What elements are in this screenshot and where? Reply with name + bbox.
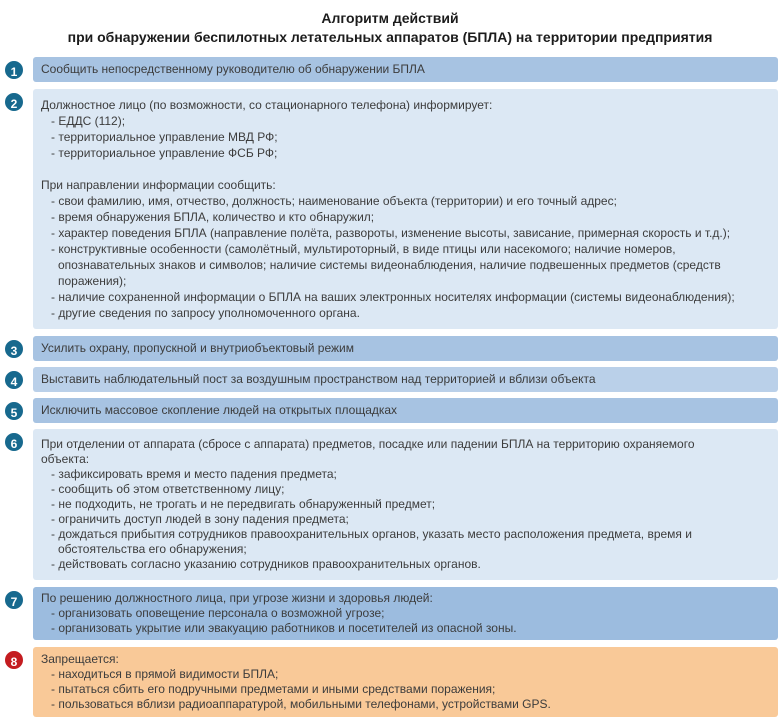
step-7 (10, 587, 778, 640)
step-8-line: - пытаться сбить его подручными предметами и иными средствами поражения; (51, 682, 496, 696)
step-7-line: - организовать укрытие или эвакуацию работников и посетителей из опасной зоны. (51, 621, 517, 635)
step-2-line: - наличие сохраненной информации о БПЛА на ваших электронных носителях информации (системы видеонаблюдения); (51, 290, 735, 304)
step-7-box (33, 587, 778, 640)
step-3-box (33, 336, 778, 361)
step-6-line: обстоятельства его обнаружения; (58, 542, 247, 556)
step-2-box (33, 89, 778, 329)
step-8-line: - пользоваться вблизи радиоаппаратурой, мобильными телефонами, устройствами GPS. (51, 697, 551, 711)
step-2-line: опознавательных знаков и символов; наличие системы видеонаблюдения, наличие подвешенных предметов (средств поражения); (58, 258, 721, 288)
step-6-line: - ограничить доступ людей в зону падения предмета; (51, 512, 349, 526)
step-6-line: - сообщить об этом ответственному лицу; (51, 482, 285, 496)
page-subtitle: при обнаружении беспилотных летательных аппаратов (БПЛА) на территории предприятия (67, 29, 713, 45)
step-2-line: - время обнаружения БПЛА, количество и кто обнаружил; (51, 210, 375, 224)
step-8-line: - находиться в прямой видимости БПЛА; (51, 667, 279, 681)
steps-list (0, 57, 780, 717)
step-4-box (33, 367, 778, 392)
step-1-number-badge: 1 (3, 59, 25, 81)
step-8-line: Запрещается: (41, 652, 119, 666)
step-6-line: - дождаться прибытия сотрудников правоохранительных органов, указать место расположения предмета, время и (51, 527, 692, 541)
step-6-number-badge: 6 (3, 431, 25, 453)
step-1-line: Сообщить непосредственному руководителю об обнаружении БПЛА (41, 62, 425, 76)
step-2-line: - ЕДДС (112); (51, 114, 126, 128)
step-6-line: - зафиксировать время и место падения предмета; (51, 467, 337, 481)
step-6-box (33, 429, 778, 580)
step-7-line: По решению должностного лица, при угрозе жизни и здоровья людей: (41, 591, 433, 605)
step-4-number-badge: 4 (3, 369, 25, 391)
step-2-line: - территориальное управление ФСБ РФ; (51, 146, 278, 160)
step-2-number-badge: 2 (3, 91, 25, 113)
step-2-line: Должностное лицо (по возможности, со стационарного телефона) информирует: (41, 98, 493, 112)
step-4-line: Выставить наблюдательный пост за воздушным пространством над территорией и вблизи объекта (41, 372, 596, 386)
step-5 (10, 398, 778, 423)
step-2-line: - конструктивные особенности (самолётный, мультироторный, в виде птицы или насекомого; наличие номеров, (51, 242, 676, 256)
step-2-line: - другие сведения по запросу уполномоченного органа. (51, 306, 360, 320)
poster-header (0, 0, 780, 47)
step-6-line: При отделении от аппарата (сбросе с аппарата) предметов, посадке или падении БПЛА на территорию охраняемого (41, 437, 695, 451)
step-8-box (33, 647, 778, 717)
step-2-line: При направлении информации сообщить: (41, 178, 276, 192)
step-1 (10, 57, 778, 82)
step-5-number-badge: 5 (3, 400, 25, 422)
step-5-box (33, 398, 778, 423)
step-4 (10, 367, 778, 392)
step-2 (10, 89, 778, 329)
step-6 (10, 429, 778, 580)
step-7-number-badge: 7 (3, 589, 25, 611)
step-6-line: - не подходить, не трогать и не передвигать обнаруженный предмет; (51, 497, 436, 511)
page-title: Алгоритм действий (321, 10, 459, 26)
step-1-box (33, 57, 778, 82)
step-2-line: - характер поведения БПЛА (направление полёта, развороты, изменение высоты, зависание, примерная скорость и т.д.); (51, 226, 731, 240)
step-8 (10, 647, 778, 717)
step-5-line: Исключить массовое скопление людей на открытых площадках (41, 403, 398, 417)
step-2-line (41, 161, 770, 177)
step-8-number-badge: 8 (3, 649, 25, 671)
step-6-line: объекта: (41, 452, 90, 466)
step-6-line: - действовать согласно указанию сотрудников правоохранительных органов. (51, 557, 481, 571)
step-2-line: - свои фамилию, имя, отчество, должность; наименование объекта (территории) и его точный адрес; (51, 194, 617, 208)
step-3-line: Усилить охрану, пропускной и внутриобъектовый режим (41, 341, 354, 355)
step-7-line: - организовать оповещение персонала о возможной угрозе; (51, 606, 385, 620)
step-3-number-badge: 3 (3, 338, 25, 360)
step-2-line: - территориальное управление МВД РФ; (51, 130, 278, 144)
step-3 (10, 336, 778, 361)
